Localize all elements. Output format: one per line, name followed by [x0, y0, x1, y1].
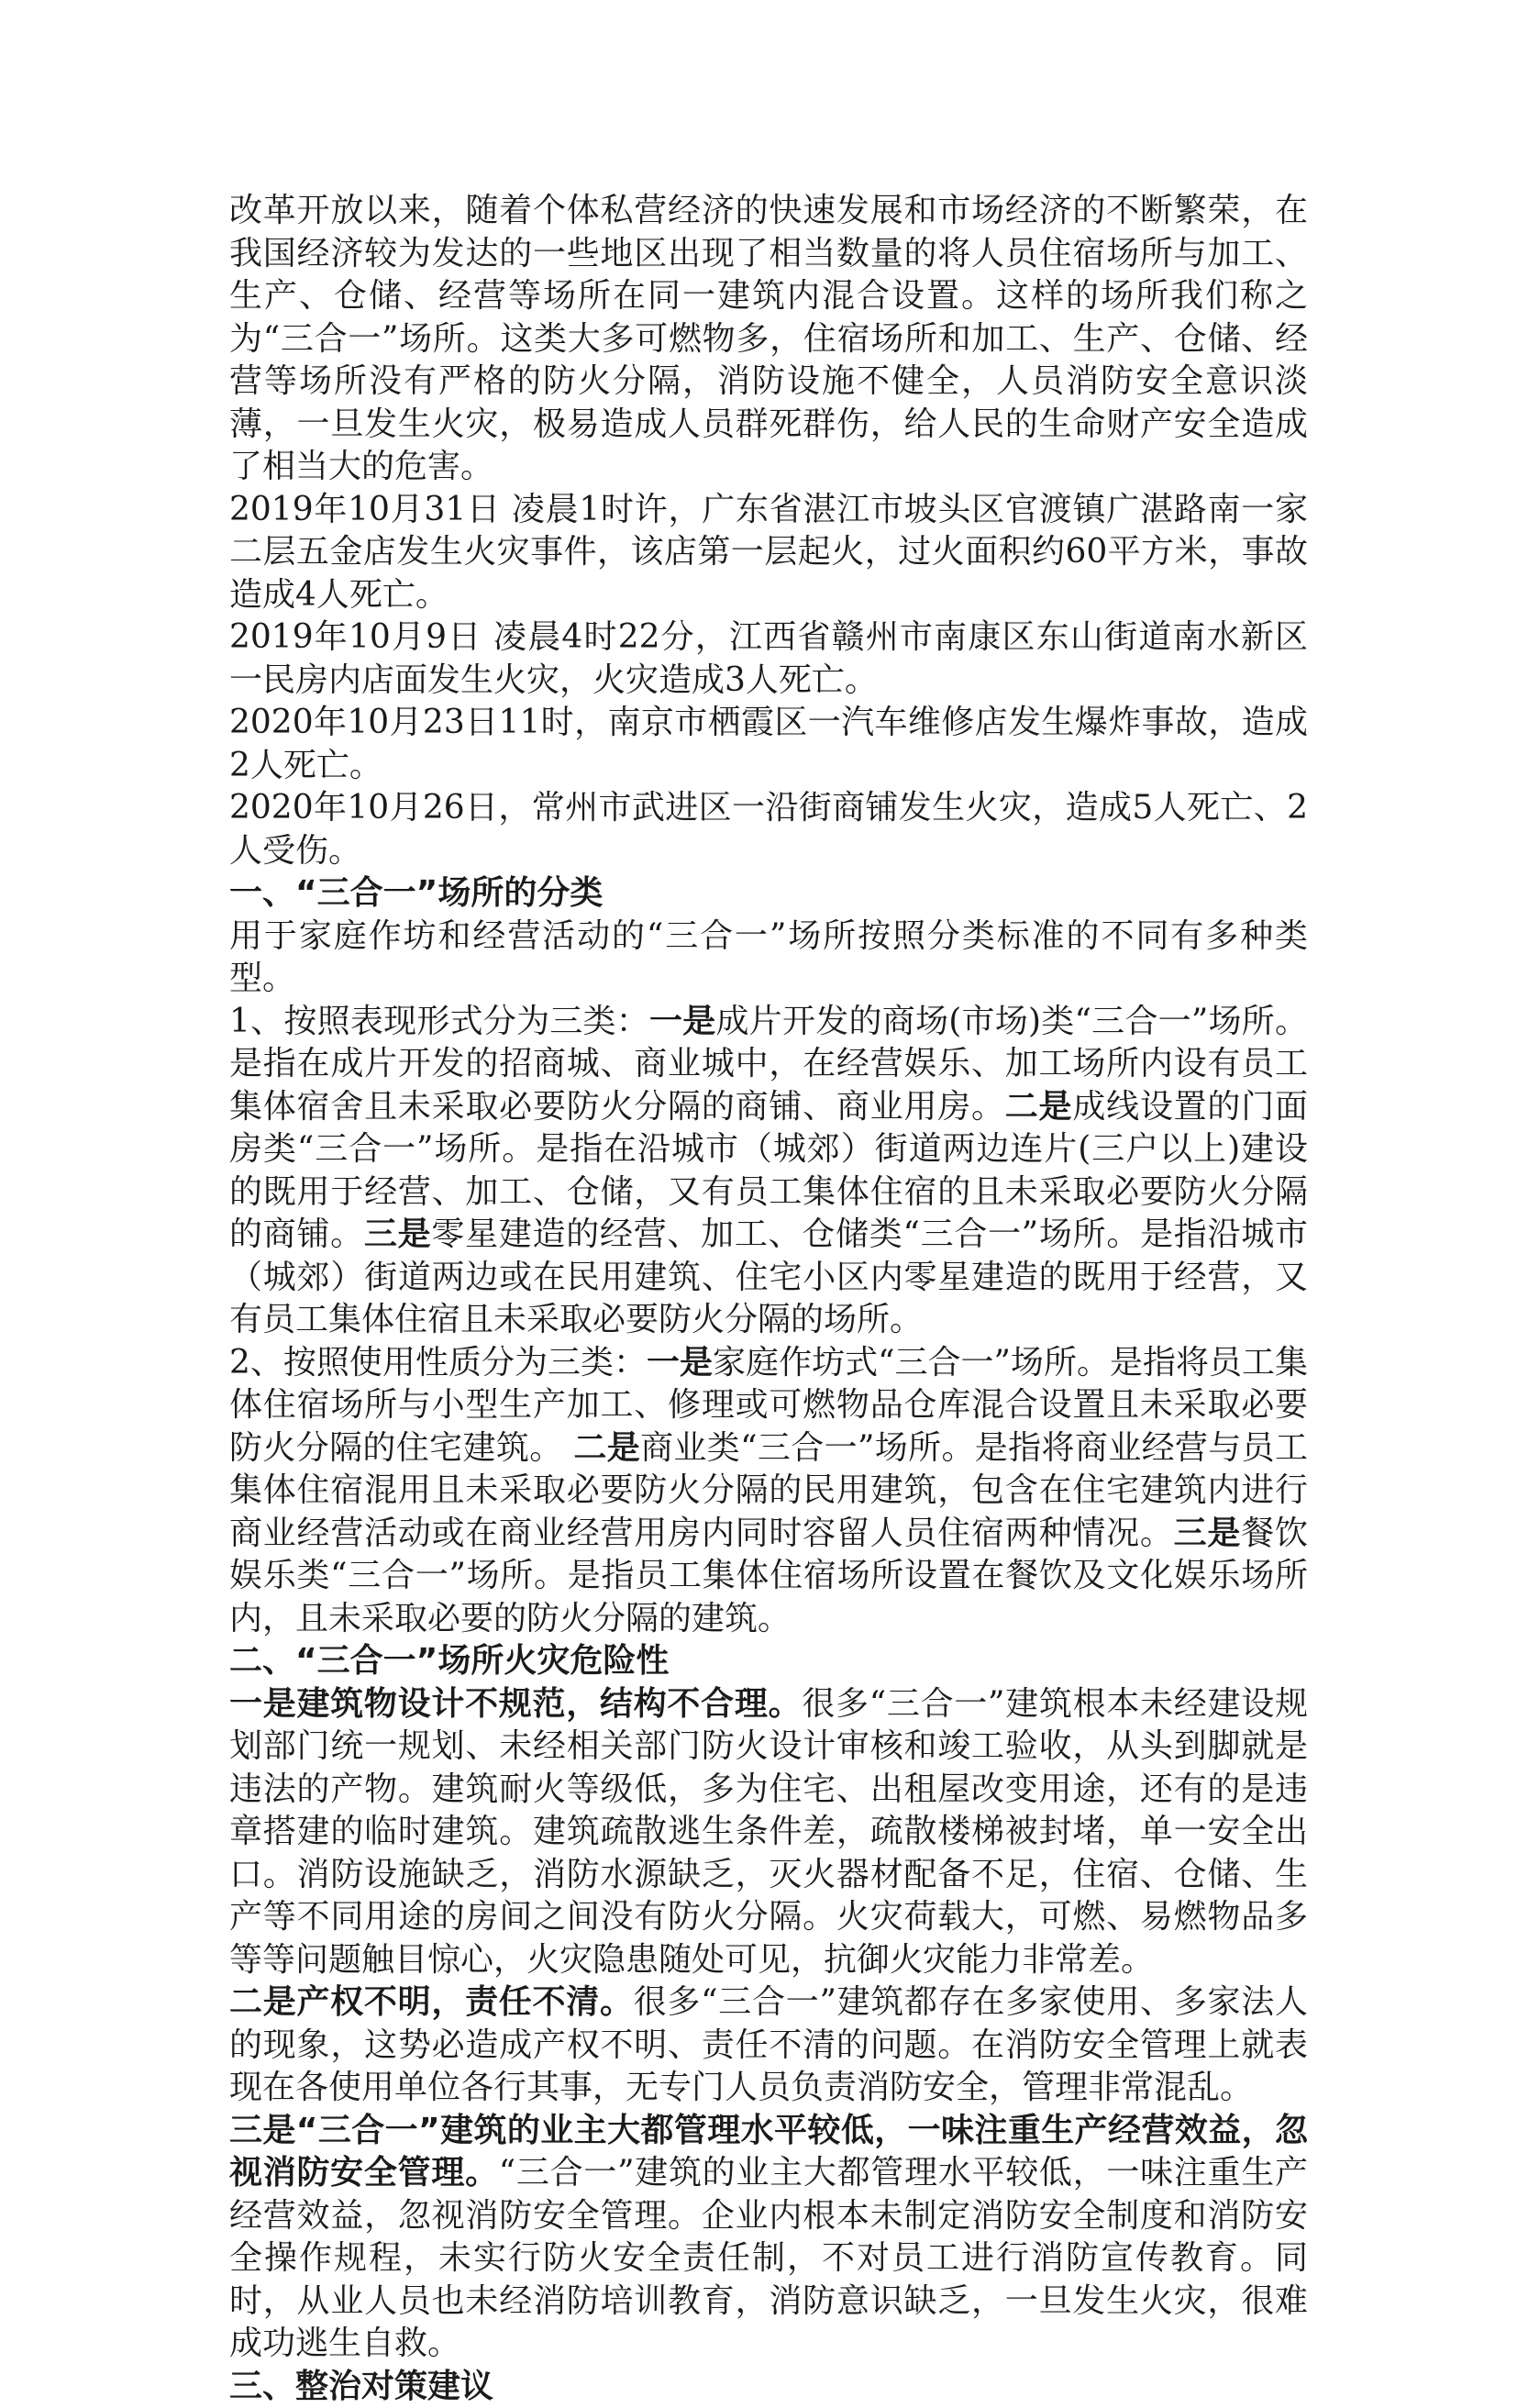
- section-heading-recommendations: 三、整治对策建议: [229, 2366, 1308, 2408]
- classification-by-form: [229, 1001, 1308, 1342]
- hazard-paragraph: [229, 1683, 1308, 1982]
- text: 成片开发的商场(市场)类“三合一”场所。是指在成片开发的招商城、商业城中，在经营娱乐、加工场所内设有员工集体宿舍且未采取必要防火分隔的商铺、商业用房。: [229, 1003, 1308, 1126]
- incident-item: 2019年10月31日 凌晨1时许，广东省湛江市坡头区官渡镇广湛路南一家二层五金店发生火灾事件，该店第一层起火，过火面积约60平方米，事故造成4人死亡。: [229, 489, 1308, 617]
- intro-paragraph: 改革开放以来，随着个体私营经济的快速发展和市场经济的不断繁荣，在我国经济较为发达的一些地区出现了相当数量的将人员住宿场所与加工、生产、仓储、经营等场所在同一建筑内混合设置。这样的场所我们称之为“三合一”场所。这类大多可燃物多，住宿场所和加工、生产、仓储、经营等场所没有严格的防火分隔，消防设施不健全，人员消防安全意识淡薄，一旦发生火灾，极易造成人员群死群伤，给人民的生命财产安全造成了相当大的危害。: [229, 190, 1308, 489]
- hazard-paragraph: [229, 1981, 1308, 2110]
- bold-marker: 二是: [573, 1429, 640, 1467]
- incident-item: 2019年10月9日 凌晨4时22分，江西省赣州市南康区东山街道南水新区一民房内店面发生火灾，火灾造成3人死亡。: [229, 616, 1308, 702]
- bold-marker: 三是: [1174, 1515, 1242, 1552]
- text: 成线设置的门面房类“三合一”场所。是指在沿城市（城郊）街道两边连片(三户以上)建设的既用于经营、加工、仓储，又有员工集体住宿的且未采取必要防火分隔的商铺。: [229, 1088, 1308, 1254]
- bold-marker: 三是: [364, 1215, 431, 1253]
- classification-by-use: [229, 1342, 1308, 1641]
- bold-marker: 二是: [1005, 1088, 1073, 1126]
- text: 零星建造的经营、加工、仓储类“三合一”场所。是指沿城市（城郊）街道两边或在民用建筑、住宅小区内零星建造的既用于经营，又有员工集体住宿且未采取必要防火分隔的场所。: [229, 1215, 1308, 1338]
- lead: 2、按照使用性质分为三类：: [229, 1344, 647, 1382]
- lead: 1、按照表现形式分为三类：: [229, 1003, 649, 1040]
- hazard-title: 三是“三合一”建筑的业主大都管理水平较低，一味注重生产经营效益，忽视消防安全管理。: [229, 2112, 1308, 2192]
- hazard-text: “三合一”建筑的业主大都管理水平较低，一味注重生产经营效益，忽视消防安全管理。企业内根本未制定消防安全制度和消防安全操作规程，未实行防火安全责任制，不对员工进行消防宣传教育。同时，从业人员也未经消防培训教育，消防意识缺乏，一旦发生火灾，很难成功逃生自救。: [229, 2154, 1308, 2362]
- hazard-title: 二是产权不明，责任不清。: [229, 1983, 634, 2021]
- hazard-title: 一是建筑物设计不规范，结构不合理。: [229, 1685, 802, 1723]
- hazard-paragraph: [229, 2110, 1308, 2366]
- bold-marker: 一是: [649, 1003, 715, 1040]
- classification-intro: 用于家庭作坊和经营活动的“三合一”场所按照分类标准的不同有多种类型。: [229, 915, 1308, 1001]
- text: 餐饮娱乐类“三合一”场所。是指员工集体住宿场所设置在餐饮及文化娱乐场所内，且未采取必要的防火分隔的建筑。: [229, 1515, 1308, 1637]
- bold-marker: 一是: [647, 1344, 713, 1382]
- hazard-text: 很多“三合一”建筑根本未经建设规划部门统一规划、未经相关部门防火设计审核和竣工验收，从头到脚就是违法的产物。建筑耐火等级低，多为住宅、出租屋改变用途，还有的是违章搭建的临时建筑。建筑疏散逃生条件差，疏散楼梯被封堵，单一安全出口。消防设施缺乏，消防水源缺乏，灭火器材配备不足，住宿、仓储、生产等不同用途的房间之间没有防火分隔。火灾荷载大，可燃、易燃物品多等等问题触目惊心，火灾隐患随处可见，抗御火灾能力非常差。: [229, 1685, 1308, 1979]
- section-heading-hazards: 二、“三合一”场所火灾危险性: [229, 1640, 1308, 1683]
- hazard-text: 很多“三合一”建筑都存在多家使用、多家法人的现象，这势必造成产权不明、责任不清的问题。在消防安全管理上就表现在各使用单位各行其事，无专门人员负责消防安全，管理非常混乱。: [229, 1983, 1308, 2106]
- text: 家庭作坊式“三合一”场所。是指将员工集体住宿场所与小型生产加工、修理或可燃物品仓库混合设置且未采取必要防火分隔的住宅建筑。: [229, 1344, 1308, 1467]
- section-heading-classification: 一、“三合一”场所的分类: [229, 872, 1308, 915]
- incident-item: 2020年10月23日11时，南京市栖霞区一汽车维修店发生爆炸事故，造成2人死亡。: [229, 702, 1308, 787]
- text: 商业类“三合一”场所。是指将商业经营与员工集体住宿混用且未采取必要防火分隔的民用建筑，包含在住宅建筑内进行商业经营活动或在商业经营用房内同时容留人员住宿两种情况。: [229, 1429, 1308, 1552]
- incident-item: 2020年10月26日，常州市武进区一沿街商铺发生火灾，造成5人死亡、2人受伤。: [229, 787, 1308, 872]
- document-body: [229, 190, 1308, 2408]
